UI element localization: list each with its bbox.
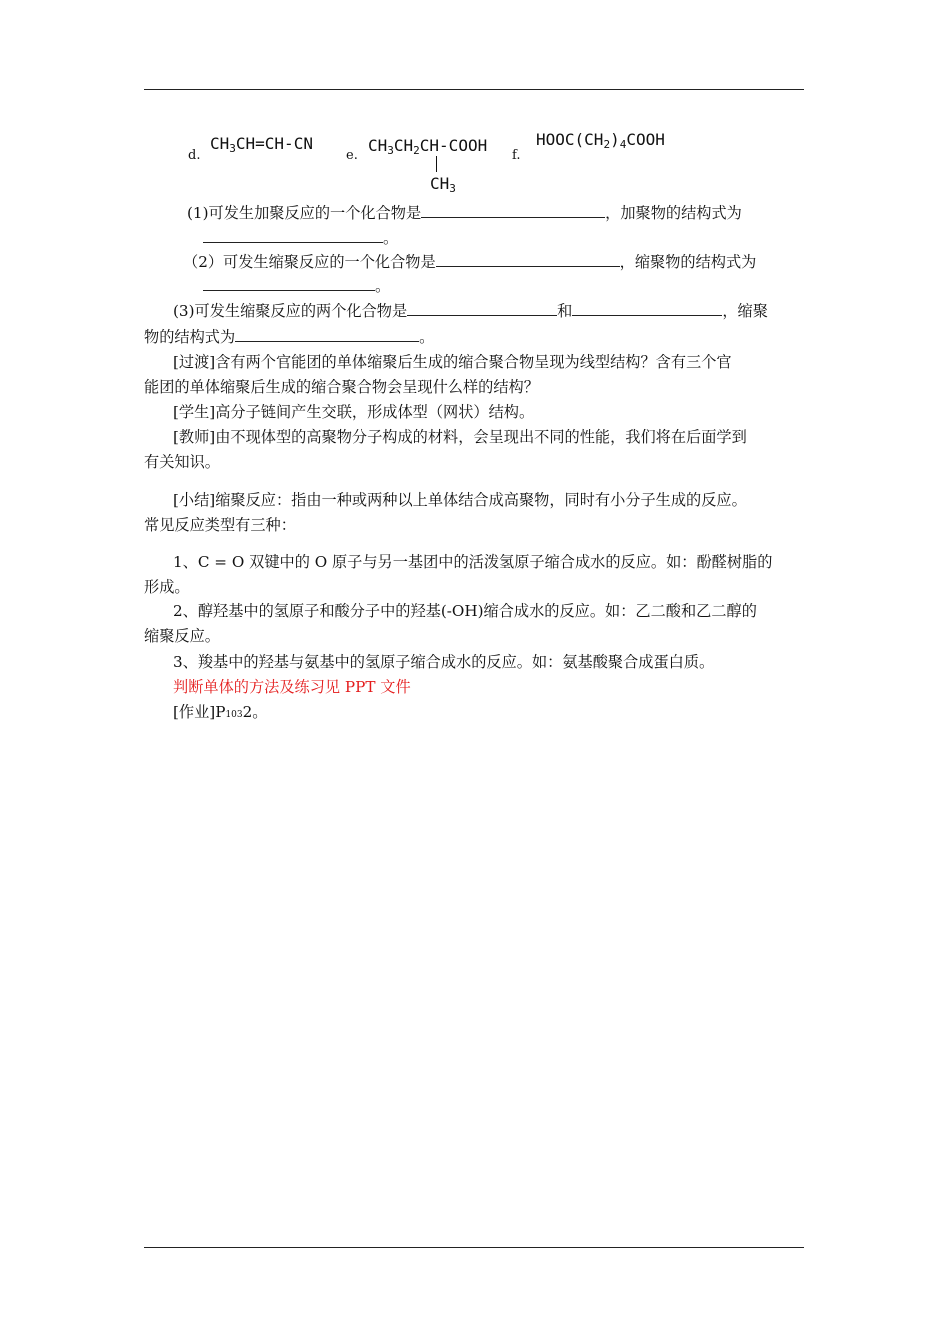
formula-f-label: f. — [512, 148, 521, 163]
formula-e-bond — [436, 156, 437, 172]
question-1-line: (1)可发生加聚反应的一个化合物是 ，加聚物的结构式为 — [187, 204, 742, 222]
homework-text: [作业]P1032。 — [173, 703, 268, 721]
answer-blank-1a[interactable] — [421, 202, 605, 218]
transition-text-2: 能团的单体缩聚后生成的缩合聚合物会呈现什么样的结构？ — [144, 378, 539, 396]
formula-d: $CH_3CH=CH-CN$ — [210, 134, 313, 155]
summary-item-1: 1、C = O 双键中的 O 原子与另一基团中的活泼氢原子缩合成水的反应。如：酚醛树脂的 — [173, 553, 773, 571]
transition-text: [过渡]含有两个官能团的单体缩聚后生成的缩合聚合物呈现为线型结构？含有三个官 — [173, 353, 732, 371]
answer-blank-3c[interactable] — [235, 326, 419, 342]
student-text: [学生]高分子链间产生交联，形成体型（网状）结构。 — [173, 403, 535, 421]
ppt-note: 判断单体的方法及练习见 PPT 文件 — [173, 678, 411, 696]
teacher-text: [教师]由不现体型的高聚物分子构成的材料，会呈现出不同的性能，我们将在后面学到 — [173, 428, 747, 446]
summary-item-2-cont: 缩聚反应。 — [144, 627, 220, 645]
question-1-line-2: 。 — [203, 227, 398, 249]
summary-item-3: 3、羧基中的羟基与氨基中的氢原子缩合成水的反应。如：氨基酸聚合成蛋白质。 — [173, 653, 715, 671]
question-3-line-2: 物的结构式为 。 — [144, 328, 435, 346]
formula-d-label: d. — [188, 148, 201, 163]
answer-blank-1b[interactable] — [203, 227, 383, 243]
footer-rule — [144, 1247, 804, 1248]
answer-blank-3b[interactable] — [572, 300, 722, 316]
formula-e-branch: $CH_3$ — [430, 174, 456, 195]
header-rule — [144, 89, 804, 90]
answer-blank-2a[interactable] — [436, 251, 620, 267]
answer-blank-2b[interactable] — [203, 275, 375, 291]
teacher-text-2: 有关知识。 — [144, 453, 220, 471]
summary-item-2: 2、醇羟基中的氢原子和酸分子中的羟基(-OH)缩合成水的反应。如：乙二酸和乙二醇的 — [173, 602, 757, 620]
formula-e-label: e. — [346, 148, 358, 163]
summary-text-2: 常见反应类型有三种： — [144, 516, 296, 534]
summary-text: [小结]缩聚反应：指由一种或两种以上单体结合成高聚物，同时有小分子生成的反应。 — [173, 491, 747, 509]
formula-f: $HOOC(CH_2)_4COOH$ — [536, 130, 665, 151]
answer-blank-3a[interactable] — [407, 300, 557, 316]
question-3-line: (3)可发生缩聚反应的两个化合物是 和 ，缩聚 — [173, 302, 768, 320]
formula-e: $CH_3CH_2CH$-COOH — [368, 136, 488, 157]
question-2-line: （2）可发生缩聚反应的一个化合物是 ，缩聚物的结构式为 — [183, 253, 757, 271]
question-2-line-2: 。 — [203, 275, 390, 297]
summary-item-1-cont: 形成。 — [144, 578, 190, 596]
